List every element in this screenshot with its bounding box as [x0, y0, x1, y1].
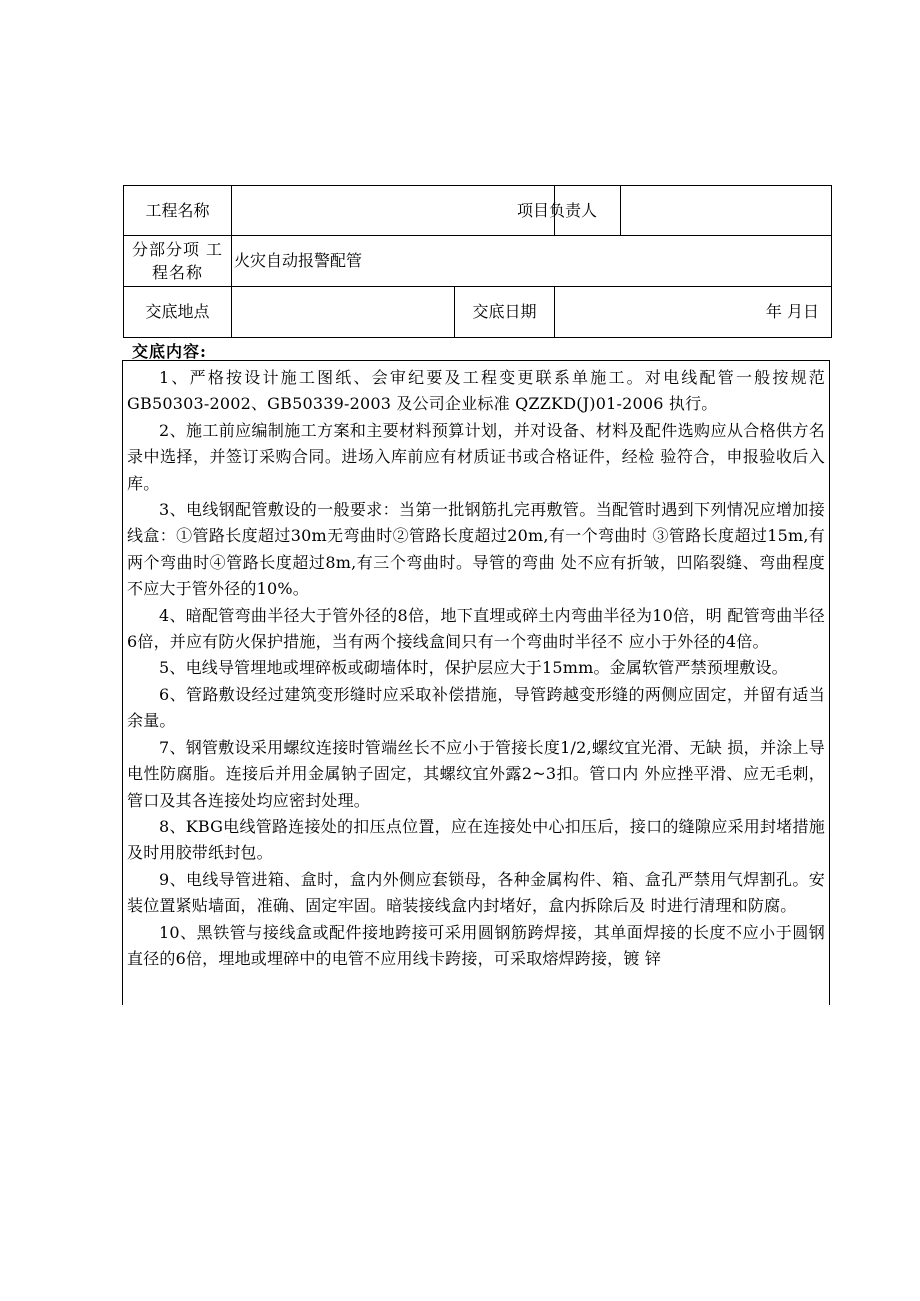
- location-value: [232, 287, 455, 338]
- paragraph-2: 2、施工前应编制施工方案和主要材料预算计划，并对设备、材料及配件选购应从合格供方名录中选择，并签订采购合同。进场入库前应有材质证书或合格证件，经检 验符合，申报验收后入库。: [127, 420, 825, 493]
- content-box: [122, 360, 830, 1005]
- project-manager-label: [517, 186, 621, 236]
- project-name-label: 工程名称: [124, 186, 232, 236]
- header-table: [123, 185, 832, 338]
- paragraph-6: 6、管路敷设经过建筑变形缝时应采取补偿措施，导管跨越变形缝的两侧应固定，并留有适当余量。: [127, 684, 825, 731]
- project-manager-value: [621, 186, 832, 236]
- paragraph-5: 5、电线导管埋地或埋碎板或砌墙体时，保护层应大于15mm。金属软管严禁预埋敷设。: [159, 658, 788, 678]
- date-label: 交底日期: [455, 287, 555, 338]
- paragraph-1: 1、严格按设计施工图纸、会审纪要及工程变更联系单施工。对电线配管一般按规范 GB50303-2002、GB50339-2003 及公司企业标准 QZZKD(J)01-2006 执行。: [127, 368, 825, 414]
- location-label: 交底地点: [124, 287, 232, 338]
- paragraph-9: 9、电线导管进箱、盒时，盒内外侧应套锁母，各种金属构件、箱、盒孔严禁用气焊割孔。安装位置紧贴墙面，准确、固定牢固。暗装接线盒内封堵好，盒内拆除后及 时进行清理和防腐。: [127, 869, 825, 916]
- paragraph-7: 7、钢管敷设采用螺纹连接时管端丝长不应小于管接长度1/2,螺纹宜光滑、无缺 损，并涂上导电性防腐脂。连接后并用金属钠子固定，其螺纹宜外露2~3扣。管口内 外应挫平滑、应无毛刺，管口及其各连接处均应密封处理。: [127, 737, 825, 810]
- project-name-value: [232, 186, 555, 236]
- paragraph-3: 3、电线钢配管敷设的一般要求：当第一批钢筋扎完再敷管。当配管时遇到下列情况应增加接线盒：①管路长度超过30m无弯曲时②管路长度超过20m,有一个弯曲时 ③管路长度超过15m,有两个弯曲时④管路长度超过8m,有三个弯曲时。导管的弯曲 处不应有折皱，凹陷裂缝、弯曲程度不应大于管外径的10%。: [127, 500, 825, 599]
- paragraph-10: 10、黑铁管与接线盒或配件接地跨接可采用圆钢筋跨焊接，其单面焊接的长度不应小于圆钢直径的6倍，埋地或埋碎中的电管不应用线卡跨接，可采取熔焊跨接，镀 锌: [127, 922, 825, 968]
- date-value: 年 月日: [555, 287, 832, 338]
- content-title: 交底内容:: [132, 342, 207, 361]
- paragraph-4: 4、暗配管弯曲半径大于管外径的8倍，地下直埋或碎土内弯曲半径为10倍，明 配管弯曲半径6倍，并应有防火保护措施，当有两个接线盒间只有一个弯曲时半径不 应小于外径的4倍。: [127, 605, 825, 652]
- subproject-label: 分部分项 工程名称: [124, 236, 232, 287]
- project-manager-label-text: 项目负责人: [517, 200, 598, 220]
- paragraph-8: 8、KBG电线管路连接处的扣压点位置，应在连接处中心扣压后，接口的缝隙应采用封堵措施及时用胶带纸封包。: [127, 816, 825, 863]
- subproject-value: 火灾自动报警配管: [232, 236, 832, 287]
